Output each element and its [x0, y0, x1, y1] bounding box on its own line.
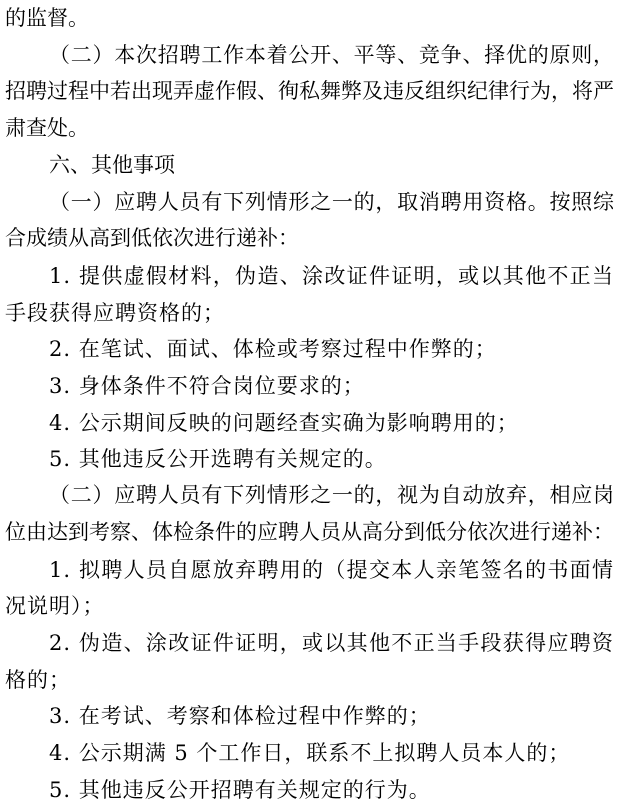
- section-heading-other-matters: 六、其他事项: [49, 153, 175, 177]
- clause-1-list-item-3: 3. 身体条件不符合岗位要求的；: [49, 374, 365, 399]
- clause-2-list-item-5: 5. 其他违反公开招聘有关规定的行为。: [49, 777, 431, 802]
- clause-2-list-item-1: 1. 拟聘人员自愿放弃聘用的（提交本人亲笔签名的书面情况说明）；: [5, 557, 614, 619]
- clause-1-list-item-2: 2. 在笔试、面试、体检或考察过程中作弊的；: [49, 337, 497, 362]
- clause-2-list-item-3: 3. 在考试、考察和体检过程中作弊的；: [49, 704, 431, 729]
- clause-2-list-item-2: 2. 伪造、涂改证件证明，或以其他不正当手段获得应聘资格的；: [5, 630, 614, 692]
- clause-1-list-item-1: 1. 提供虚假材料，伪造、涂改证件证明，或以其他不正当手段获得应聘资格的；: [5, 263, 614, 325]
- clause-2-list-item-4: 4. 公示期满 5 个工作日，联系不上拟聘人员本人的；: [49, 741, 571, 766]
- paragraph-clause-1-intro: （一）应聘人员有下列情形之一的，取消聘用资格。按照综合成绩从高到低依次进行递补：: [5, 190, 614, 251]
- paragraph-supervision-continuation: 的监督。: [5, 7, 89, 30]
- paragraph-clause-2-intro: （二）应聘人员有下列情形之一的，视为自动放弃，相应岗位由达到考察、体检条件的应聘人员从高分到低分依次进行递补：: [5, 484, 614, 544]
- clause-1-list-item-4: 4. 公示期间反映的问题经查实确为影响聘用的；: [49, 410, 519, 435]
- paragraph-recruitment-principles: （二）本次招聘工作本着公开、平等、竞争、择优的原则，招聘过程中若出现弄虚作假、徇私舞弊及违反组织纪律行为，将严肃查处。: [5, 43, 614, 141]
- clause-1-list-item-5: 5. 其他违反公开选聘有关规定的。: [49, 447, 387, 472]
